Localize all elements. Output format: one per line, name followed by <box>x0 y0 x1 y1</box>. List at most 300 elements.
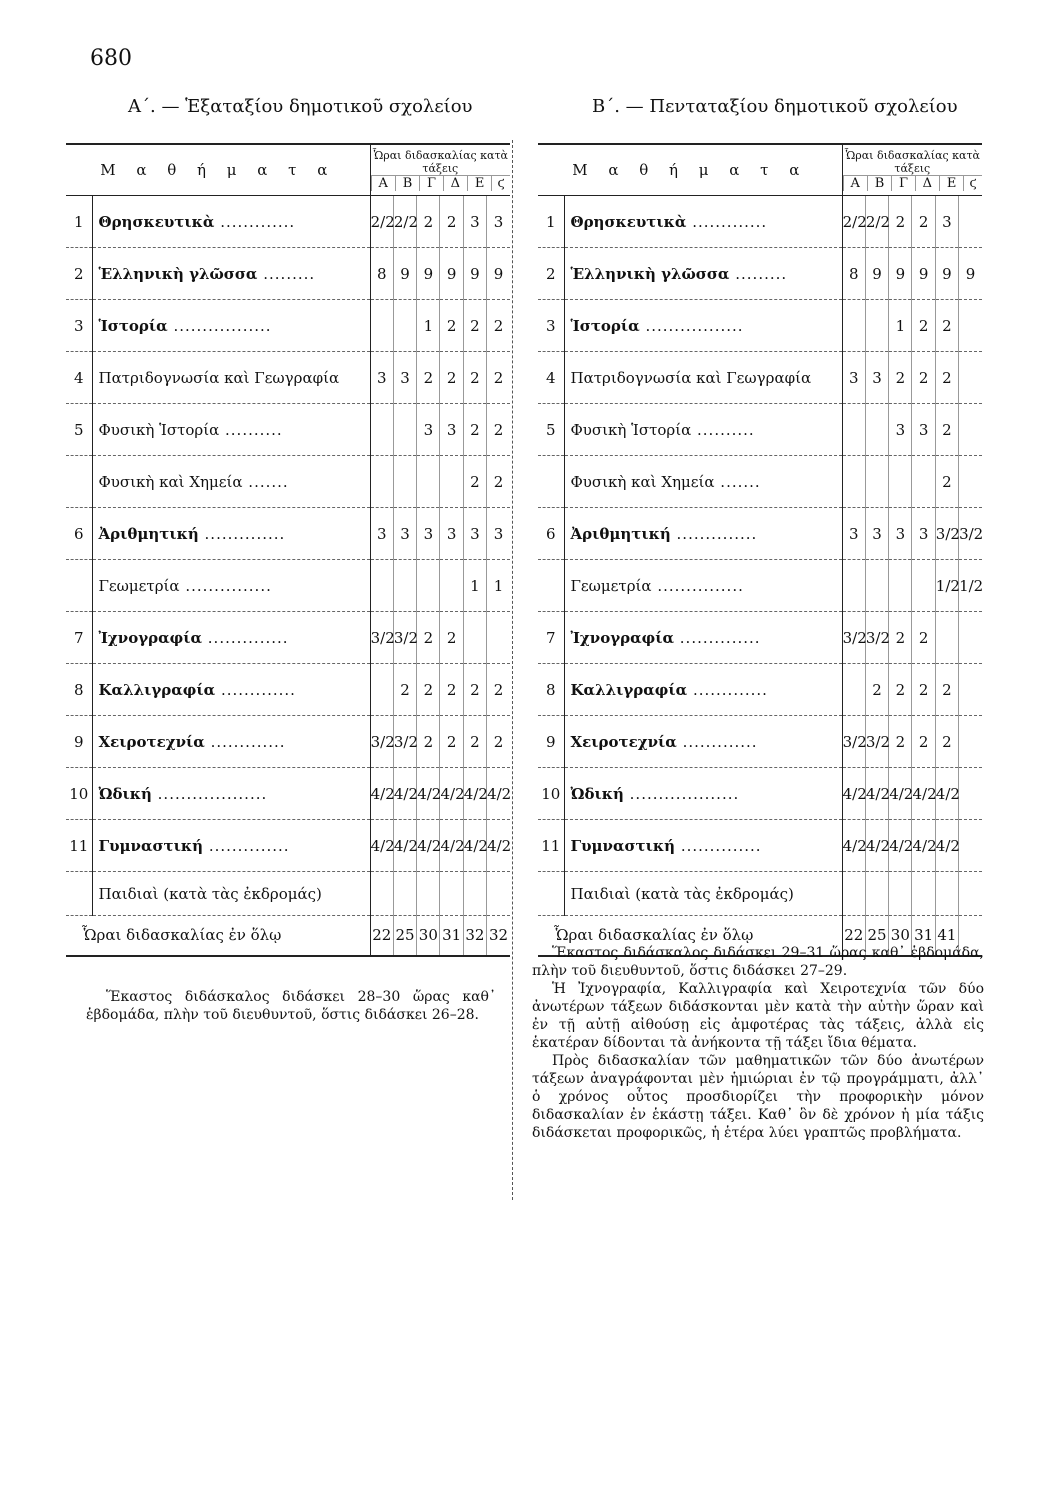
column-divider <box>512 140 514 1200</box>
hours-cell: 2/2 <box>865 196 888 248</box>
hours-cell: 1 <box>487 560 510 612</box>
subject-cell: Ἀριθμητική .............. <box>564 508 842 560</box>
totals-label-text: Ὧραι διδασκαλίας ἐν ὅλῳ <box>82 926 282 945</box>
hours-cell: 3 <box>487 508 510 560</box>
hours-cell <box>959 612 982 664</box>
subject-name: Ἱστορία <box>570 316 640 335</box>
hours-cell <box>487 872 510 916</box>
hours-cell: 2 <box>487 352 510 404</box>
row-number: 10 <box>66 768 92 820</box>
hours-cell <box>440 560 463 612</box>
hours-cell: 4/2 <box>889 768 912 820</box>
hours-cell: 2 <box>463 404 486 456</box>
hours-cell: 3 <box>912 404 935 456</box>
hours-cell: 2 <box>912 612 935 664</box>
row-number: 10 <box>538 768 564 820</box>
hours-cell: 4/2 <box>487 820 510 872</box>
hours-cell <box>959 196 982 248</box>
hours-cell <box>912 872 935 916</box>
table-b <box>538 143 982 957</box>
hours-cell: 3 <box>417 508 440 560</box>
hours-cell: 8 <box>370 248 393 300</box>
table-row <box>538 508 982 560</box>
hours-cell: 3/2 <box>842 716 865 768</box>
hours-header-label: Ὧραι διδασκαλίας κατὰ τάξεις <box>843 149 982 176</box>
table-row <box>66 352 510 404</box>
hours-cell: 4/2 <box>912 768 935 820</box>
hours-cell <box>935 872 958 916</box>
hours-cell <box>370 872 393 916</box>
grade-label: Ε <box>939 176 963 191</box>
hours-cell: 2 <box>487 456 510 508</box>
subject-name: Ὠδική <box>570 784 624 803</box>
hours-cell: 2 <box>889 664 912 716</box>
subject-name: Πατριδογνωσία καὶ Γεωγραφία <box>98 368 340 387</box>
table-row <box>538 716 982 768</box>
hours-cell: 2 <box>440 612 463 664</box>
hours-cell <box>370 300 393 352</box>
row-number: 9 <box>538 716 564 768</box>
hours-cell: 2 <box>417 352 440 404</box>
totals-label <box>66 916 370 956</box>
subject-name: Φυσικὴ καὶ Χημεία <box>98 472 243 491</box>
row-number <box>66 872 92 916</box>
hours-cell: 3 <box>463 508 486 560</box>
grade-label: Δ <box>915 176 939 191</box>
row-number: 9 <box>66 716 92 768</box>
subject-name: Φυσικὴ καὶ Χημεία <box>570 472 715 491</box>
row-number: 1 <box>66 196 92 248</box>
subject-name: Ἑλληνικὴ γλῶσσα <box>98 264 258 283</box>
hours-cell <box>865 560 888 612</box>
hours-cell <box>959 716 982 768</box>
row-number: 2 <box>66 248 92 300</box>
table-row <box>66 300 510 352</box>
subject-cell: Χειροτεχνία ............. <box>92 716 370 768</box>
hours-cell <box>889 872 912 916</box>
hours-cell: 2 <box>440 664 463 716</box>
row-number: 11 <box>538 820 564 872</box>
subject-name: Παιδιαὶ (κατὰ τὰς ἐκδρομάς) <box>570 884 794 903</box>
hours-cell: 2/2 <box>393 196 416 248</box>
table-row <box>538 352 982 404</box>
note-paragraph: Ἕκαστος διδάσκαλος διδάσκει 29–31 ὥρας καθ᾽ ἑβδομάδα, πλὴν τοῦ διευθυντοῦ, ὅστις διδάσκει 27–29. <box>532 945 984 979</box>
table-row <box>538 300 982 352</box>
hours-cell: 2 <box>889 196 912 248</box>
hours-cell: 9 <box>935 248 958 300</box>
hours-cell <box>393 872 416 916</box>
hours-cell: 3 <box>463 196 486 248</box>
table-row <box>66 820 510 872</box>
grade-label: Γ <box>892 176 915 191</box>
row-number: 3 <box>538 300 564 352</box>
hours-cell: 3/2 <box>393 716 416 768</box>
table-row <box>66 872 510 916</box>
hours-cell: 9 <box>417 248 440 300</box>
hours-cell: 2 <box>440 300 463 352</box>
hours-cell: 2 <box>417 612 440 664</box>
subject-name: Καλλιγραφία <box>98 680 216 699</box>
total-cell: 41 <box>935 916 958 956</box>
hours-cell: 9 <box>959 248 982 300</box>
hours-cell: 4/2 <box>393 820 416 872</box>
hours-cell: 4/2 <box>463 768 486 820</box>
hours-cell <box>865 404 888 456</box>
hours-cell: 1 <box>463 560 486 612</box>
hours-cell: 2 <box>440 716 463 768</box>
grade-label: Α <box>843 176 867 191</box>
grade-label: ϛ <box>492 176 510 191</box>
hours-cell: 2 <box>912 300 935 352</box>
table-row <box>538 872 982 916</box>
table-row <box>66 716 510 768</box>
table-row <box>66 196 510 248</box>
hours-cell: 2/2 <box>842 196 865 248</box>
hours-cell: 2 <box>889 352 912 404</box>
hours-cell <box>935 612 958 664</box>
hours-cell <box>393 560 416 612</box>
subjects-header <box>538 144 842 196</box>
hours-cell: 3 <box>370 508 393 560</box>
subject-name: Θρησκευτικὰ <box>98 212 215 231</box>
table-b-notes <box>532 944 984 1142</box>
subject-cell <box>564 352 842 404</box>
subject-name: Ἑλληνικὴ γλῶσσα <box>570 264 730 283</box>
hours-cell: 4/2 <box>889 820 912 872</box>
row-number: 4 <box>66 352 92 404</box>
header-row <box>66 144 510 196</box>
note-paragraph: Ἡ Ἰχνογραφία, Καλλιγραφία καὶ Χειροτεχνία τῶν δύο ἀνωτέρων τάξεων διδάσκονται μὲν κατὰ τὴν αὐτὴν ὥραν καὶ ἐν τῇ αὐτῇ αἰθούσῃ εἰς ἀμφοτέρας τὰς τάξεις, ἀλλὰ εἰς ἑκατέραν δίδονται τὰ ἀνήκοντα τῇ τάξει ἴδια θέματα. <box>532 981 984 1051</box>
hours-cell: 2 <box>393 664 416 716</box>
hours-cell <box>842 872 865 916</box>
hours-cell: 4/2 <box>417 768 440 820</box>
hours-cell <box>959 664 982 716</box>
hours-cell: 4/2 <box>393 768 416 820</box>
hours-cell: 2 <box>487 404 510 456</box>
hours-cell: 2 <box>417 664 440 716</box>
table-row <box>538 820 982 872</box>
row-number: 6 <box>66 508 92 560</box>
subject-cell: Φυσικὴ Ἱστορία .......... <box>564 404 842 456</box>
row-number <box>538 456 564 508</box>
hours-cell: 3 <box>417 404 440 456</box>
hours-cell: 4/2 <box>935 820 958 872</box>
hours-cell <box>959 456 982 508</box>
hours-cell: 4/2 <box>370 820 393 872</box>
total-cell: 22 <box>370 916 393 956</box>
hours-cell: 2 <box>463 300 486 352</box>
hours-cell: 2 <box>487 664 510 716</box>
hours-cell: 2 <box>912 352 935 404</box>
row-number: 8 <box>66 664 92 716</box>
subject-cell: Φυσικὴ καὶ Χημεία ....... <box>564 456 842 508</box>
hours-cell: 2 <box>440 196 463 248</box>
total-cell: 30 <box>417 916 440 956</box>
subject-name: Παιδιαὶ (κατὰ τὰς ἐκδρομάς) <box>98 884 322 903</box>
row-number <box>66 560 92 612</box>
hours-cell: 2 <box>889 716 912 768</box>
subject-cell: Γυμναστική .............. <box>564 820 842 872</box>
hours-cell: 2 <box>463 352 486 404</box>
hours-cell <box>417 872 440 916</box>
hours-cell <box>842 404 865 456</box>
hours-cell <box>959 820 982 872</box>
hours-cell <box>370 664 393 716</box>
hours-cell: 9 <box>440 248 463 300</box>
hours-cell <box>417 560 440 612</box>
table-row <box>66 508 510 560</box>
hours-cell <box>865 872 888 916</box>
hours-cell: 3/2 <box>842 612 865 664</box>
hours-cell: 4/2 <box>440 820 463 872</box>
hours-cell: 1/2 <box>959 560 982 612</box>
table-a-note <box>86 988 496 1024</box>
table-row <box>66 248 510 300</box>
grade-label: Γ <box>420 176 443 191</box>
hours-cell: 8 <box>842 248 865 300</box>
subject-name: Ἰχνογραφία <box>98 628 203 647</box>
subjects-header <box>66 144 370 196</box>
subject-cell: Καλλιγραφία ............. <box>564 664 842 716</box>
row-number: 8 <box>538 664 564 716</box>
hours-cell: 1 <box>417 300 440 352</box>
hours-cell <box>912 560 935 612</box>
table-row <box>66 560 510 612</box>
hours-cell: 4/2 <box>865 768 888 820</box>
hours-header <box>370 144 510 196</box>
table-row <box>538 248 982 300</box>
subject-cell <box>564 872 842 916</box>
hours-cell: 2 <box>912 196 935 248</box>
hours-cell: 3/2 <box>865 716 888 768</box>
subject-name: Γυμναστική <box>570 836 676 855</box>
table-row <box>66 768 510 820</box>
row-number: 6 <box>538 508 564 560</box>
hours-cell: 2 <box>487 300 510 352</box>
subject-name: Γεωμετρία <box>98 576 180 595</box>
hours-cell: 4/2 <box>865 820 888 872</box>
grade-label: ϛ <box>964 176 982 191</box>
hours-cell: 3/2 <box>959 508 982 560</box>
hours-cell: 4/2 <box>842 820 865 872</box>
grade-label: Δ <box>443 176 467 191</box>
subject-cell <box>92 872 370 916</box>
hours-cell: 9 <box>393 248 416 300</box>
subject-name: Ἀριθμητική <box>98 524 199 543</box>
subject-cell: Χειροτεχνία ............. <box>564 716 842 768</box>
subject-cell: Ἑλληνικὴ γλῶσσα ......... <box>564 248 842 300</box>
row-number: 7 <box>538 612 564 664</box>
hours-cell: 9 <box>865 248 888 300</box>
subject-cell: Φυσικὴ Ἱστορία .......... <box>92 404 370 456</box>
hours-cell <box>393 300 416 352</box>
subject-cell: Γεωμετρία ............... <box>564 560 842 612</box>
hours-cell <box>440 456 463 508</box>
subject-name: Φυσικὴ Ἱστορία <box>570 420 692 439</box>
subject-name: Ἰχνογραφία <box>570 628 675 647</box>
hours-cell: 2/2 <box>370 196 393 248</box>
hours-cell: 9 <box>463 248 486 300</box>
hours-cell <box>842 456 865 508</box>
grade-label: Β <box>395 176 420 191</box>
hours-cell <box>393 456 416 508</box>
table-row <box>66 456 510 508</box>
row-number: 7 <box>66 612 92 664</box>
total-cell: 32 <box>463 916 486 956</box>
total-cell: 25 <box>393 916 416 956</box>
grade-label: Ε <box>467 176 491 191</box>
subject-cell: Ἰχνογραφία .............. <box>92 612 370 664</box>
row-number <box>66 456 92 508</box>
hours-cell <box>912 456 935 508</box>
hours-cell: 3/2 <box>370 716 393 768</box>
hours-cell: 4/2 <box>842 768 865 820</box>
hours-cell: 3 <box>842 508 865 560</box>
subject-cell: Θρησκευτικὰ ............. <box>564 196 842 248</box>
totals-label-text: Ὧραι διδασκαλίας ἐν ὅλῳ <box>554 926 754 945</box>
hours-cell: 4/2 <box>935 768 958 820</box>
hours-cell: 2 <box>935 404 958 456</box>
total-cell: 30 <box>889 916 912 956</box>
note-paragraph: Πρὸς διδασκαλίαν τῶν μαθηματικῶν τῶν δύο ἀνωτέρων τάξεων ἀναγράφονται μὲν ἡμιώριαι ἐν τῷ προγράμματι, ἀλλ᾽ ὁ χρόνος οὗτος προσδιορίζει τὴν προφορικὴν μόνον διδασκαλίαν ἐν ἑκάστῃ τάξει. Καθ᾽ ὃν δὲ χρόνον ἡ μία τάξις διδάσκεται προφορικῶς, ἡ ἑτέρα λύει γραπτῶς προβλήματα. <box>532 1053 984 1141</box>
hours-cell <box>959 768 982 820</box>
hours-cell: 2 <box>912 664 935 716</box>
grade-label: Β <box>867 176 892 191</box>
hours-cell: 3/2 <box>865 612 888 664</box>
hours-cell: 3/2 <box>370 612 393 664</box>
hours-cell: 3 <box>865 352 888 404</box>
hours-cell <box>889 456 912 508</box>
hours-cell: 2 <box>935 352 958 404</box>
subject-cell: Γυμναστική .............. <box>92 820 370 872</box>
hours-cell: 4/2 <box>463 820 486 872</box>
hours-cell: 9 <box>889 248 912 300</box>
hours-cell: 9 <box>912 248 935 300</box>
subject-name: Χειροτεχνία <box>570 732 677 751</box>
hours-cell: 1/2 <box>935 560 958 612</box>
hours-cell: 2 <box>440 352 463 404</box>
subject-cell: Καλλιγραφία ............. <box>92 664 370 716</box>
hours-cell: 2 <box>865 664 888 716</box>
row-number: 3 <box>66 300 92 352</box>
hours-cell: 3/2 <box>393 612 416 664</box>
hours-cell <box>370 560 393 612</box>
total-cell: 31 <box>440 916 463 956</box>
table-row <box>538 612 982 664</box>
row-number: 1 <box>538 196 564 248</box>
hours-cell: 4/2 <box>370 768 393 820</box>
total-cell: 22 <box>842 916 865 956</box>
hours-cell <box>959 872 982 916</box>
hours-cell: 4/2 <box>487 768 510 820</box>
subject-name: Πατριδογνωσία καὶ Γεωγραφία <box>570 368 812 387</box>
hours-cell: 2 <box>463 716 486 768</box>
table-row <box>538 560 982 612</box>
hours-cell: 2 <box>935 664 958 716</box>
hours-cell <box>370 404 393 456</box>
hours-cell: 3 <box>440 404 463 456</box>
subject-name: Ἱστορία <box>98 316 168 335</box>
hours-cell: 3 <box>889 404 912 456</box>
hours-cell <box>959 352 982 404</box>
hours-cell: 3 <box>865 508 888 560</box>
hours-cell <box>842 664 865 716</box>
hours-cell <box>463 872 486 916</box>
subject-cell <box>92 352 370 404</box>
subject-cell: Ὠδική ................... <box>92 768 370 820</box>
table-row <box>66 612 510 664</box>
header-row <box>538 144 982 196</box>
hours-cell: 4/2 <box>417 820 440 872</box>
hours-cell: 2 <box>463 664 486 716</box>
subject-cell: Θρησκευτικὰ ............. <box>92 196 370 248</box>
subject-name: Θρησκευτικὰ <box>570 212 687 231</box>
subject-cell: Φυσικὴ καὶ Χημεία ....... <box>92 456 370 508</box>
hours-cell: 2 <box>417 716 440 768</box>
table-row <box>66 404 510 456</box>
table-row <box>538 404 982 456</box>
hours-cell: 3 <box>370 352 393 404</box>
hours-cell: 2 <box>889 612 912 664</box>
hours-cell <box>865 456 888 508</box>
total-cell: 31 <box>912 916 935 956</box>
hours-cell <box>842 300 865 352</box>
subject-name: Φυσικὴ Ἱστορία <box>98 420 220 439</box>
table-row <box>66 664 510 716</box>
hours-cell <box>463 612 486 664</box>
hours-cell <box>959 404 982 456</box>
row-number: 5 <box>66 404 92 456</box>
hours-cell: 3 <box>912 508 935 560</box>
subject-cell: Ἱστορία ................. <box>564 300 842 352</box>
table-a <box>66 143 510 957</box>
hours-cell <box>370 456 393 508</box>
hours-cell: 2 <box>935 716 958 768</box>
table-row <box>538 196 982 248</box>
hours-cell: 3 <box>842 352 865 404</box>
total-cell: 25 <box>865 916 888 956</box>
hours-cell <box>889 560 912 612</box>
hours-cell: 1 <box>889 300 912 352</box>
page-number: 680 <box>90 46 132 71</box>
row-number: 2 <box>538 248 564 300</box>
hours-cell: 3 <box>440 508 463 560</box>
hours-cell: 3 <box>393 352 416 404</box>
hours-cell: 3 <box>393 508 416 560</box>
hours-cell: 3/2 <box>935 508 958 560</box>
subject-name: Γυμναστική <box>98 836 204 855</box>
subject-cell: Ἱστορία ................. <box>92 300 370 352</box>
hours-header-label: Ὧραι διδασκαλίας κατὰ τάξεις <box>371 149 510 176</box>
total-cell: 32 <box>487 916 510 956</box>
subjects-header-label: Μ α θ ή μ α τ α <box>572 161 808 179</box>
hours-cell: 4/2 <box>440 768 463 820</box>
subject-cell: Ἰχνογραφία .............. <box>564 612 842 664</box>
hours-cell: 9 <box>487 248 510 300</box>
table-row <box>538 456 982 508</box>
hours-cell <box>393 404 416 456</box>
hours-cell: 4/2 <box>912 820 935 872</box>
hours-header <box>842 144 982 196</box>
hours-cell: 2 <box>487 716 510 768</box>
table-row <box>538 664 982 716</box>
subject-name: Ἀριθμητική <box>570 524 671 543</box>
hours-cell <box>417 456 440 508</box>
hours-cell: 3 <box>935 196 958 248</box>
table-a-heading: Α΄. — Ἑξαταξίου δημοτικοῦ σχολείου <box>128 96 473 117</box>
subject-cell: Ἀριθμητική .............. <box>92 508 370 560</box>
hours-cell <box>959 300 982 352</box>
